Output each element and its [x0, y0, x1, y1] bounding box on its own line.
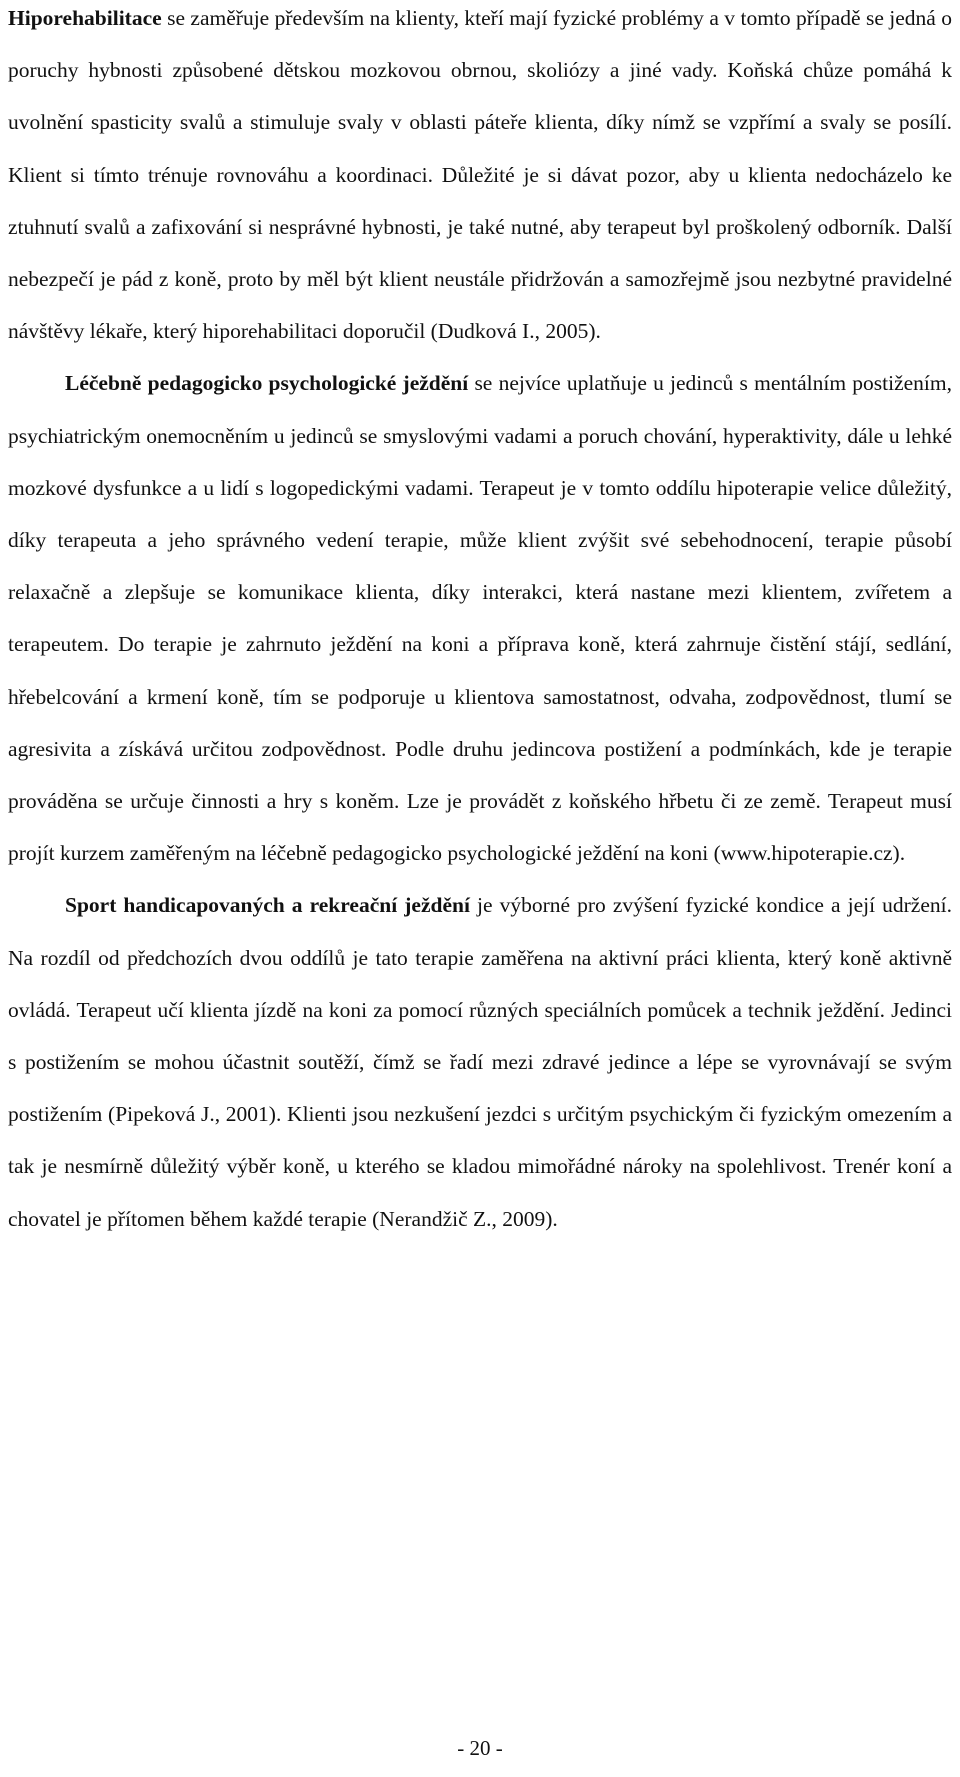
page-number: - 20 - — [457, 1736, 503, 1760]
paragraph-body: je výborné pro zvýšení fyzické kondice a její udržení. Na rozdíl od předchozích dvou oddílů je tato terapie zaměřena na aktivní práci klienta, který koně aktivně ovládá. Terapeut učí klienta jízdě na koni za pomocí různých speciálních pomůcek a technik ježdění. Jedinci s postižením se mohou účastnit soutěží, čímž se řadí mezi zdravé jedince a lépe se vyrovnávají se svým postižením (Pipeková J., 2001). Klienti jsou nezkušení jezdci s určitým psychickým či fyzickým omezením a tak je nesmírně důležitý výběr koně, u kterého se kladou mimořádné nároky na spolehlivost. Trenér koní a chovatel je přítomen během každé terapie (Nerandžič Z., 2009). — [8, 893, 952, 1231]
paragraph-heading: Léčebně pedagogicko psychologické ježdění — [65, 371, 469, 396]
paragraph-body: se zaměřuje především na klienty, kteří mají fyzické problémy a v tomto případě se jedná o poruchy hybnosti způsobené dětskou mozkovou obrnou, skoliózy a jiné vady. Koňská chůze pomáhá k uvolnění spasticity svalů a stimuluje svaly v oblasti páteře klienta, díky nímž se vzpřímí a svaly se posílí. Klient si tímto trénuje rovnováhu a koordinaci. Důležité je si dávat pozor, aby u klienta nedocházelo ke ztuhnutí svalů a zafixování si nesprávné hybnosti, je také nutné, aby terapeut byl proškolený odborník. Další nebezpečí je pád z koně, proto by měl být klient neustále přidržován a samozřejmě jsou nezbytné pravidelné návštěvy lékaře, který hiporehabilitaci doporučil (Dudková I., 2005). — [8, 6, 952, 344]
paragraph-heading: Hiporehabilitace — [8, 6, 162, 30]
paragraph-heading: Sport handicapovaných a rekreační ježdění — [65, 893, 470, 918]
paragraph-lecebne-jezdeni — [8, 357, 952, 879]
body-text — [8, 0, 952, 1245]
paragraph-sport-handicapovanych — [8, 879, 952, 1244]
paragraph-hiporehabilitace — [8, 0, 952, 357]
paragraph-body: se nejvíce uplatňuje u jedinců s mentálním postižením, psychiatrickým onemocněním u jedinců se smyslovými vadami a poruch chování, hyperaktivity, dále u lehké mozkové dysfunkce a u lidí s logopedickými vadami. Terapeut je v tomto oddílu hipoterapie velice důležitý, díky terapeuta a jeho správného vedení terapie, může klient zvýšit své sebehodnocení, terapie působí relaxačně a zlepšuje se komunikace klienta, díky interakci, která nastane mezi klientem, zvířetem a terapeutem. Do terapie je zahrnuto ježdění na koni a příprava koně, která zahrnuje čistění stájí, sedlání, hřebelcování a krmení koně, tím se podporuje u klientova samostatnost, odvaha, zodpovědnost, tlumí se agresivita a získává určitou zodpovědnost. Podle druhu jedincova postižení a podmínkách, kde je terapie prováděna se určuje činnosti a hry s koněm. Lze je provádět z koňského hřbetu či ze země. Terapeut musí projít kurzem zaměřeným na léčebně pedagogicko psychologické ježdění na koni (www.hipoterapie.cz). — [8, 371, 952, 866]
